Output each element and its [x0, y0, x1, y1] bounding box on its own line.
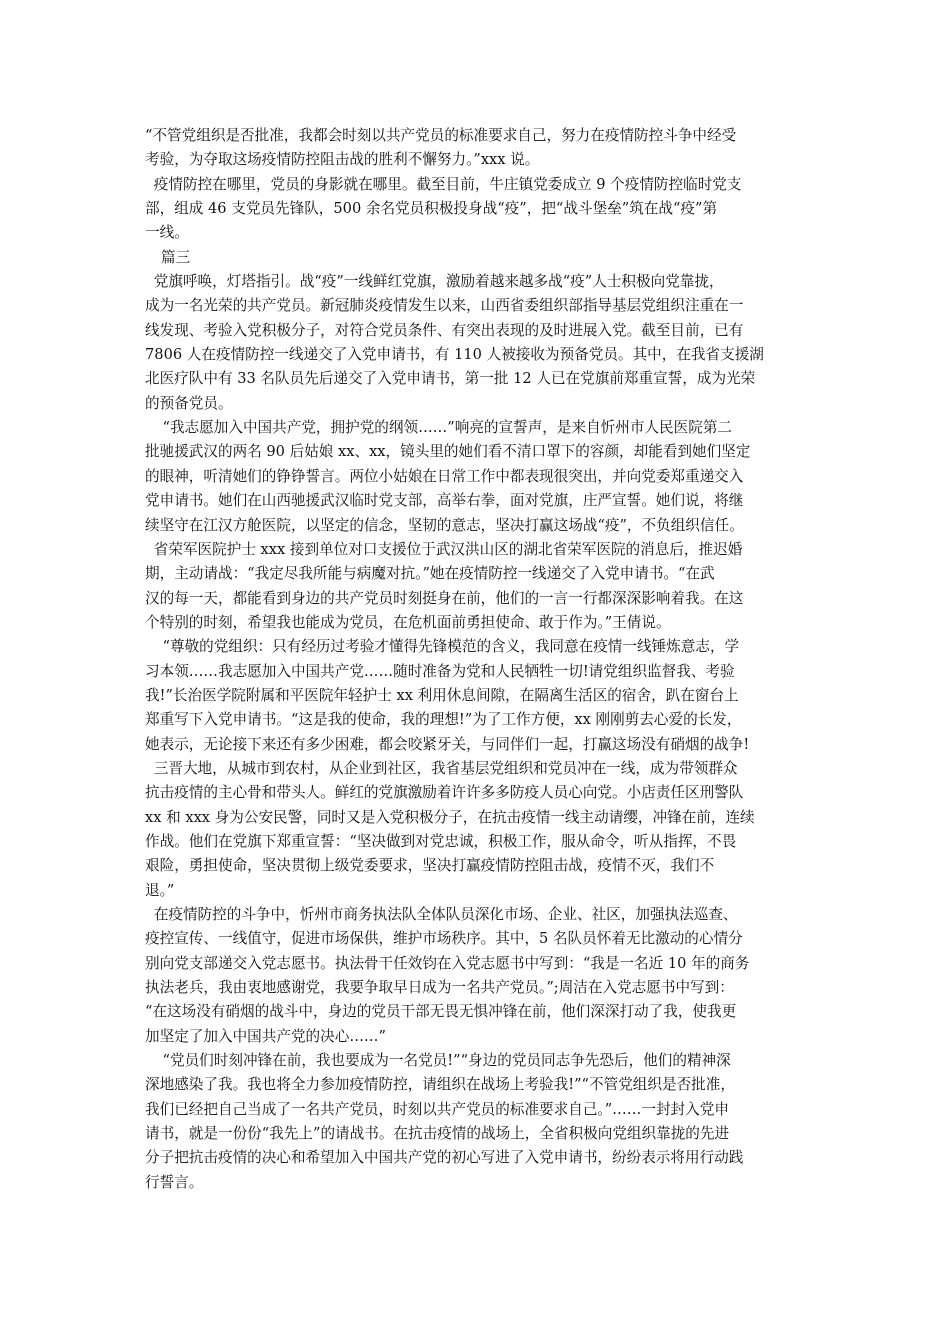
section-heading-pian-san: 篇三 — [161, 248, 191, 266]
paragraph-8: 在疫情防控的斗争中，忻州市商务执法队全体队员深化市场、企业、社区，加强执法巡查、 疫控宣传、一线值守，促进市场保供，维护市场秩序。其中，5 名队员怀着无比激动的心情分 别向党支部递交入党志愿书。执法骨干任效钧在入党志愿书中写到：“我是一名近 10 年的商务 执法老兵，我由衷地感谢党，我要争取早日成为一名共产党员。”;周洁在入党志愿书中写到： “在这场没有硝烟的战斗中，身边的党员干部无畏无惧冲锋在前，他们深深打动了我，使我更 加坚定了加入中国共产党的决心……” — [145, 906, 750, 1045]
paragraph-6: “尊敬的党组织：只有经历过考验才懂得先锋模范的含义，我同意在疫情一线锤炼意志，学 习本领……我志愿加入中国共产党……随时准备为党和人民牺牲一切!请党组织监督我、考验 我!”长治医学院附属和平医院年轻护士 xx 利用休息间隙，在隔离生活区的宿舍，趴在窗台上 郑重写下入党申请书。“这是我的使命，我的理想!”为了工作方便，xx 刚刚剪去心爱的长发， 她表示，无论接下来还有多少困难，都会咬紧牙关，与同伴们一起，打赢这场没有硝烟的战争! — [145, 638, 750, 753]
paragraph-4: “我志愿加入中国共产党，拥护党的纲领……”响亮的宣誓声，是来自忻州市人民医院第二 批驰援武汉的两名 90 后姑娘 xx、xx，镜头里的她们看不清口罩下的容颜，却能看到她们坚定 的眼神，听清她们的铮铮誓言。两位小姑娘在日常工作中都表现很突出，并向党委郑重递交入 党申请书。她们在山西驰援武汉临时党支部，高举右拳，面对党旗，庄严宣誓。她们说，将继 续坚守在江汉方舱医院，以坚定的信念，坚韧的意志，坚决打赢这场战“疫”，不负组织信任。 — [145, 419, 751, 534]
paragraph-2: 疫情防控在哪里，党员的身影就在哪里。截至目前，牛庄镇党委成立 9 个疫情防控临时党支 部，组成 46 支党员先锋队，500 余名党员积极投身战“疫”，把“战斗堡垒”筑在战“疫”第 一线。 — [145, 175, 742, 242]
paragraph-7: 三晋大地，从城市到农村，从企业到社区，我省基层党组织和党员冲在一线，成为带领群众 抗击疫情的主心骨和带头人。鲜红的党旗激励着许许多多防疫人员心向党。小店责任区刑警队 xx 和 xxx 身为公安民警，同时又是入党积极分子，在抗击疫情一线主动请缨，冲锋在前，连续 作战。他们在党旗下郑重宣誓：“坚决做到对党忠诚，积极工作，服从命令，听从指挥，不畏 艰险，勇担使命，坚决贯彻上级党委要求，坚决打赢疫情防控阻击战，疫情不灭，我们不 退。” — [145, 759, 755, 899]
paragraph-9: “党员们时刻冲锋在前，我也要成为一名党员!”“身边的党员同志争先恐后，他们的精神深 深地感染了我。我也将全力参加疫情防控，请组织在战场上考验我!”“不管党组织是否批准， 我们已经把自己当成了一名共产党员，时刻以共产党员的标准要求自己。”……一封封入党申 请书，就是一份份“我先上”的请战书。在抗击疫情的战场上，全省积极向党组织靠拢的先进 分子把抗击疫情的决心和希望加入中国共产党的初心写进了入党申请书，纷纷表示将用行动践 行誓言。 — [145, 1052, 744, 1191]
paragraph-3: 党旗呼唤，灯塔指引。战“疫”一线鲜红党旗，激励着越来越多战“疫”人士积极向党靠拢， 成为一名光荣的共产党员。新冠肺炎疫情发生以来，山西省委组织部指导基层党组织注重在一 线发现、考验入党积极分子，对符合党员条件、有突出表现的及时进展入党。截至目前，已有 7806 人在疫情防控一线递交了入党申请书，有 110 人被接收为预备党员。其中，在我省支援湖 北医疗队中有 33 名队员先后递交了入党申请书，第一批 12 人已在党旗前郑重宣誓，成为光荣 的预备党员。 — [145, 273, 764, 412]
document-page — [145, 124, 805, 1195]
paragraph-1: “不管党组织是否批准，我都会时刻以共产党员的标准要求自己，努力在疫情防控斗争中经受 考验，为夺取这场疫情防控阻击战的胜利不懈努力。”xxx 说。 — [145, 127, 737, 169]
paragraph-5: 省荣军医院护士 xxx 接到单位对口支援位于武汉洪山区的湖北省荣军医院的消息后，推迟婚 期，主动请战：“我定尽我所能与病魔对抗。”她在疫情防控一线递交了入党申请书。“在武 汉的每一天，都能看到身边的共产党员时刻挺身在前，他们的一言一行都深深影响着我。在这 个特别的时刻，希望我也能成为党员，在危机面前勇担使命、敢于作为。”王倩说。 — [145, 540, 744, 631]
